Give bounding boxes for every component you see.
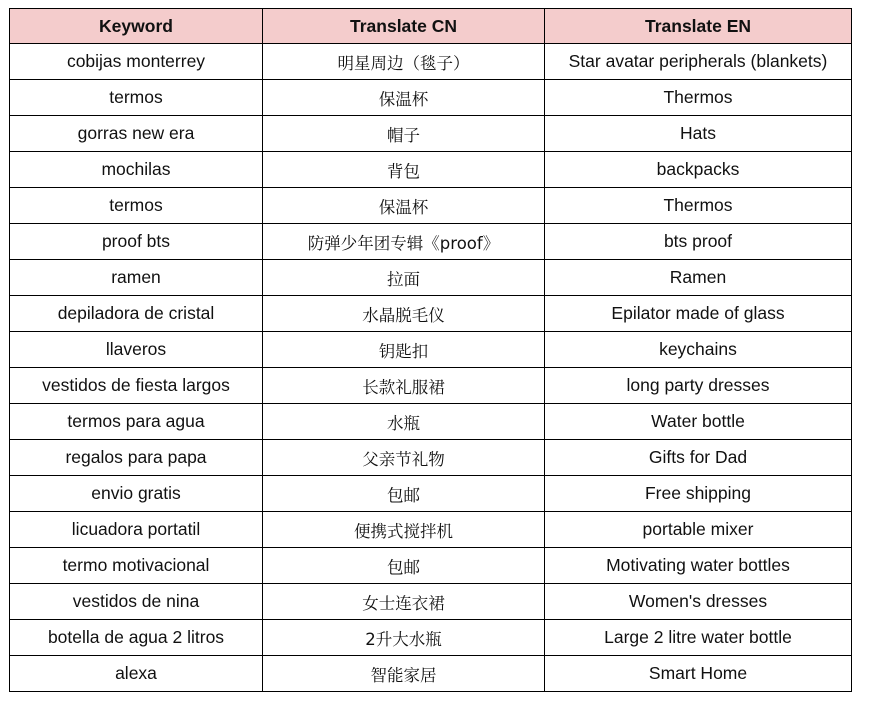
cell-keyword: mochilas bbox=[10, 152, 263, 188]
cell-translate-cn: 包邮 bbox=[263, 476, 545, 512]
cell-translate-cn: 便携式搅拌机 bbox=[263, 512, 545, 548]
cell-translate-en: Ramen bbox=[545, 260, 852, 296]
table-header bbox=[10, 9, 852, 44]
cell-translate-cn: 长款礼服裙 bbox=[263, 368, 545, 404]
cell-translate-cn: 女士连衣裙 bbox=[263, 584, 545, 620]
cell-translate-en: Motivating water bottles bbox=[545, 548, 852, 584]
table-row bbox=[10, 332, 852, 368]
cell-translate-en: Large 2 litre water bottle bbox=[545, 620, 852, 656]
table-row bbox=[10, 584, 852, 620]
keyword-translation-table bbox=[9, 8, 852, 692]
cell-keyword: termos bbox=[10, 188, 263, 224]
cell-translate-cn: 包邮 bbox=[263, 548, 545, 584]
cell-translate-en: bts proof bbox=[545, 224, 852, 260]
cell-keyword: envio gratis bbox=[10, 476, 263, 512]
cell-keyword: llaveros bbox=[10, 332, 263, 368]
cell-translate-cn: 智能家居 bbox=[263, 656, 545, 692]
cell-translate-en: Star avatar peripherals (blankets) bbox=[545, 44, 852, 80]
cell-keyword: cobijas monterrey bbox=[10, 44, 263, 80]
table-row bbox=[10, 404, 852, 440]
cell-translate-en: Smart Home bbox=[545, 656, 852, 692]
cell-keyword: termo motivacional bbox=[10, 548, 263, 584]
table-body bbox=[10, 44, 852, 692]
cell-translate-cn: 父亲节礼物 bbox=[263, 440, 545, 476]
cell-keyword: vestidos de fiesta largos bbox=[10, 368, 263, 404]
cell-translate-cn: 保温杯 bbox=[263, 80, 545, 116]
table-row bbox=[10, 440, 852, 476]
cell-translate-cn: 背包 bbox=[263, 152, 545, 188]
cell-translate-en: Epilator made of glass bbox=[545, 296, 852, 332]
table-row bbox=[10, 44, 852, 80]
table-row bbox=[10, 152, 852, 188]
table-row bbox=[10, 188, 852, 224]
cell-translate-cn: 拉面 bbox=[263, 260, 545, 296]
header-row bbox=[10, 9, 852, 44]
cell-keyword: depiladora de cristal bbox=[10, 296, 263, 332]
keyword-translation-table-wrapper bbox=[9, 8, 852, 692]
cell-translate-en: Gifts for Dad bbox=[545, 440, 852, 476]
header-translate-en: Translate EN bbox=[545, 9, 852, 44]
cell-translate-en: long party dresses bbox=[545, 368, 852, 404]
table-row bbox=[10, 224, 852, 260]
cell-keyword: botella de agua 2 litros bbox=[10, 620, 263, 656]
cell-keyword: vestidos de nina bbox=[10, 584, 263, 620]
table-row bbox=[10, 80, 852, 116]
table-row bbox=[10, 620, 852, 656]
cell-translate-cn: 明星周边（毯子） bbox=[263, 44, 545, 80]
table-row bbox=[10, 512, 852, 548]
cell-translate-en: backpacks bbox=[545, 152, 852, 188]
cell-translate-cn: 帽子 bbox=[263, 116, 545, 152]
cell-keyword: gorras new era bbox=[10, 116, 263, 152]
table-row bbox=[10, 116, 852, 152]
table-row bbox=[10, 548, 852, 584]
cell-keyword: regalos para papa bbox=[10, 440, 263, 476]
cell-translate-cn: 保温杯 bbox=[263, 188, 545, 224]
cell-translate-cn: 防弹少年团专辑《proof》 bbox=[263, 224, 545, 260]
cell-translate-en: keychains bbox=[545, 332, 852, 368]
table-row bbox=[10, 656, 852, 692]
cell-keyword: ramen bbox=[10, 260, 263, 296]
header-keyword: Keyword bbox=[10, 9, 263, 44]
cell-keyword: alexa bbox=[10, 656, 263, 692]
cell-keyword: termos para agua bbox=[10, 404, 263, 440]
cell-translate-cn: 水瓶 bbox=[263, 404, 545, 440]
cell-translate-en: Women's dresses bbox=[545, 584, 852, 620]
header-translate-cn: Translate CN bbox=[263, 9, 545, 44]
cell-translate-en: portable mixer bbox=[545, 512, 852, 548]
table-row bbox=[10, 368, 852, 404]
cell-translate-cn: 钥匙扣 bbox=[263, 332, 545, 368]
cell-translate-cn: 水晶脱毛仪 bbox=[263, 296, 545, 332]
cell-translate-en: Thermos bbox=[545, 80, 852, 116]
cell-translate-en: Hats bbox=[545, 116, 852, 152]
table-row bbox=[10, 260, 852, 296]
cell-keyword: proof bts bbox=[10, 224, 263, 260]
cell-keyword: licuadora portatil bbox=[10, 512, 263, 548]
cell-translate-en: Thermos bbox=[545, 188, 852, 224]
cell-translate-cn: 2升大水瓶 bbox=[263, 620, 545, 656]
cell-translate-en: Free shipping bbox=[545, 476, 852, 512]
cell-keyword: termos bbox=[10, 80, 263, 116]
cell-translate-en: Water bottle bbox=[545, 404, 852, 440]
table-row bbox=[10, 476, 852, 512]
table-row bbox=[10, 296, 852, 332]
